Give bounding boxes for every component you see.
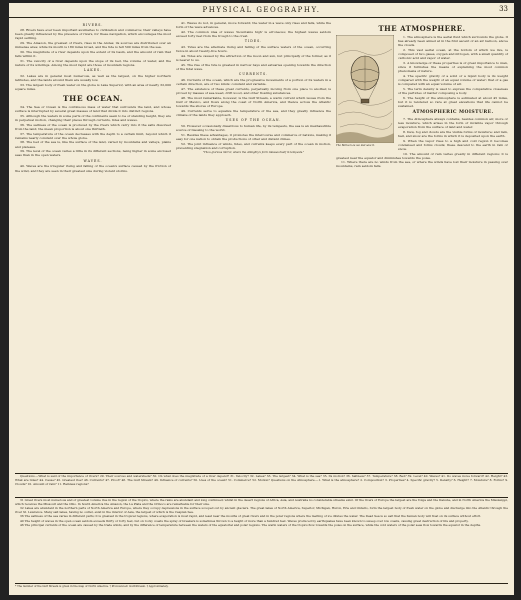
paragraph: 47. The existence of these great currents, perpetually moving from one place to another, is proved by masses of sea-weed, drift wood, and other floating substances. <box>176 86 331 95</box>
paragraph: 9. When the vapor rises to a high and cold region it becomes condensed and forms clouds; these descend to the earth in rain or snow. <box>398 138 508 151</box>
note-paragraph: 46 The principal currents of the ocean are caused by the trade winds, and by the difference of temperature between the waters of the equatorial and polar regions. The warm waters of the tropics flow towards the poles on the surface, while the cold waters of the polar seas flow towards the equator in the depths. <box>20 522 482 527</box>
section-caption-uses: USES OF THE OCEAN. <box>225 118 282 123</box>
paragraph: 42. The common idea of waves 'mountains high' is erroneous; the highest waves seldom exceed forty feet from the trough to the crest. <box>176 29 331 38</box>
paragraph: 52. The joint influence of winds, tides, and currents keeps every part of the ocean in motion, preventing stagnation and corruption. <box>176 141 331 150</box>
paragraph: 43. Tides are the alternate rising and falling of the surface waters of the ocean, occurring twice in about twenty-five hours. <box>176 45 331 54</box>
page-title: PHYSICAL GEOGRAPHY. <box>202 6 321 14</box>
paragraph: 5. The term density is used to express the comparative closeness of the particles of matter composing a body. <box>398 86 508 95</box>
balloon-icon <box>336 35 394 143</box>
paragraph: 1. The atmosphere is the aerial fluid which surrounds the globe. It has already been aimed at in the first ascent of an air balloon, above the clouds. <box>398 35 508 48</box>
paragraph: 39. The level of the ocean varies a little in its different sections, being higher in some enclosed seas than in the open waters. <box>15 149 171 158</box>
questions-block <box>15 475 508 487</box>
paragraph: 7. The Atmosphere always contains, besides common air, more or less moisture, which arises in the form of invisible vapor through evaporation from the surface of land and water. <box>398 116 508 129</box>
section-caption-lakes: LAKES. <box>83 68 103 73</box>
balloon-caption: The Balloon as we last saw it. <box>336 144 375 148</box>
paragraph: 2. This vast aerial ocean, at the bottom of which we live, is composed of two gases, oxygen and nitrogen, with a small quantity of carbonic acid and vapor of water. <box>398 47 508 61</box>
section-caption-currents: CURRENTS. <box>238 72 269 77</box>
heading-atmosphere: THE ATMOSPHERE. <box>378 24 466 33</box>
section-caption-waves: WAVES. <box>83 158 103 163</box>
page <box>9 3 514 595</box>
note-paragraph: 36 The saltness of the sea varies in different parts; it is greatest in the tropical regions, where evaporation is most rapid, and least near the mouths of great rivers and in the polar regions where the melting of ice dilutes the water. The Dead Sea is so salt that the human body will float on its surface without effort. <box>20 514 482 519</box>
paragraph: 48. The most remarkable, however, is the Gulf Stream, a warm current which issues from the Gulf of Mexico, and flows along the coast of North America, and thence across the Atlantic towards the shores of Europe. <box>176 95 331 108</box>
paragraph: 35. Although the waters in some parts of the continents seem to be of standing height, they are in perpetual motion, changing their places through currents, tides and waves. <box>15 113 171 122</box>
paragraph: 41. Waves do not, in general, move forward; the water in a wave only rises and falls, while the form of the wave advances. <box>176 21 331 30</box>
paragraph: 29. The Amazon, the greatest of rivers, rises in the Andes; its sources are distributed over an immense area; while its mouth is 180 miles broad, and the tide is felt 500 miles from the sea. <box>15 40 171 50</box>
paragraph: 51. Besides these advantages, it promotes the intercourse and commerce of nations, making it easy for one nation to obtain the productions of other and distant climes. <box>176 132 331 141</box>
page-header <box>9 3 514 18</box>
paragraph: 50. However occasionally disastrous to human life, by its tempests, the sea is an inexhaustible source of blessing to the world. <box>176 123 331 132</box>
heading-ocean: THE OCEAN. <box>62 93 124 103</box>
paragraph: 32. Lakes are in general most numerous, as well as the largest, on the higher northern latitudes, and the lands around them are usually low. <box>15 73 171 82</box>
paragraph: 45. The rise of the tide is greatest in narrow bays and estuaries opening towards the direction of the tidal wave. <box>176 62 331 71</box>
paragraph: 11. Where there are no winds from the sea, or where the winds have lost their moisture in passing over mountains, rain seldom falls. <box>336 160 508 169</box>
poem-quote: "Thou glorious mirror, where the Almighty's form Glasses itself in tempests." <box>202 150 305 154</box>
column-right <box>336 21 508 169</box>
paragraph: 46. Currents of the ocean, which are the progressive movements of a portion of its waters in a certain direction, are of two kinds: constant and variable. <box>176 77 331 86</box>
paragraph: 34. The Sea or Ocean is the continuous mass of water that surrounds the land, and whose surface is interrupted by several great masses of land that divide it into distinct regions. <box>15 104 171 113</box>
paragraph: 40. Waves are the irregular rising and falling of the ocean's surface caused by the friction of the wind, and they are seen in their greatest size during violent storms. <box>15 164 171 173</box>
paragraph: 37. The temperature of the ocean decreases with the depth to a certain limit, beyond which it remains nearly constant over the whole globe. <box>15 131 171 140</box>
footnote: * The number of the Gulf Stream is given in the map of North America. † Pronounced: Gulf-Stream. ‡ Approximately. <box>15 585 169 588</box>
paragraph: 31. The velocity of a river depends upon the slope of its bed, the volume of water, and the nature of its windings. Among the most rapid are those of mountain regions. <box>15 58 171 67</box>
section-caption-rivers: RIVERS. <box>82 22 104 27</box>
paragraph: 30. The magnitude of a river depends upon the extent of its basin, and the amount of rain that falls within it. <box>15 49 171 58</box>
paragraph: 3. A knowledge of these properties is of great importance to man, since it furnishes the means of explaining the most common phenomena of nature. <box>398 60 508 73</box>
divider <box>15 583 508 584</box>
paragraph: 44. Tides are caused by the attraction of the moon and sun, but principally of the former, as it is nearer to us. <box>176 53 331 62</box>
note-paragraph: 31 Great rivers most numerous and of greatest volume rise in the region of the tropics, where the rains are abundant and long continued; whilst in the desert regions of Africa, Asia, and Australia no considerable streams exist. Of the rivers of Europe the largest are the Volga and the Danube, and in North America the Mississippi, which receives the Missouri and the Ohio. In South America the Amazon, the La Plata and the Orinoco are remarkable for their size. <box>15 498 508 506</box>
notes-block <box>15 499 508 528</box>
page-number: 33 <box>499 5 508 13</box>
paragraph: 6. The height of the atmosphere is estimated at about 45 miles, but it is rendered so rare at great elevations that life cannot be sustained. <box>398 95 508 108</box>
balloon-illustration <box>336 35 394 151</box>
paragraph: 28. Rivers have ever been important auxiliaries to civilization and commerce; their valleys have been greatly influenced by the presence of rivers, for these navigation, which encourages the most rapid settling. <box>15 28 171 41</box>
section-caption-tides: TIDES. <box>244 39 263 44</box>
paragraph: 49. Currents serve to equalize the temperature of the sea, and they greatly influence the climate of the lands they approach. <box>176 108 331 117</box>
paragraph: 8. Dew, fog and clouds are the visible forms of moisture; and rain, hail, and snow are the forms in which it is deposited upon the earth. <box>398 129 508 138</box>
paragraph: 33. The largest body of fresh water on the globe is Lake Superior, with an area of nearly 32,000 square miles. <box>15 82 171 91</box>
note-paragraph: 40 The height of waves in the open ocean seldom exceeds thirty or forty feet, but on rocky coasts the spray of breakers is sometimes thrown to a height of more than a hundred feet. Waves produced by earthquakes have been known to sweep over low coasts, causing great destruction of life and property. <box>20 518 469 523</box>
paragraph: 36. The saltness of the ocean is produced by the rivers which carry into it the salts dissolved from the land; the mean proportion is about one thirtieth. <box>15 122 171 131</box>
column-left <box>15 21 171 173</box>
paragraph: 10. The amount of rain varies greatly in different regions; it is greatest near the equator and diminishes towards the poles. <box>336 151 508 160</box>
paragraph: 38. The bed of the sea is, like the surface of the land, varied by mountains and valleys, plains and plateaus. <box>15 140 171 149</box>
questions-text: Questions.—What is said of the importance of rivers? 29. Their sources and watersheds? 30. On what does the magnitude of a river depend? 31. Velocity? 32. Lakes? 33. The largest? 34. What is the sea? 35. Its motion? 36. Saltness? 37. Temperature? 38. Bed? 39. Level? 40. Waves? 41. Do waves move forward? 42. Height? 43. What are tides? 44. Cause? 45. Greatest rise? 46. Currents? 47. Proof? 48. The Gulf Stream? 49. Influence of currents? 50. Uses of the ocean? 51. Commerce? 52. Motion? Questions on the Atmosphere.—1. What is the atmosphere? 2. Composition? 3. Properties? 4. Specific gravity? 5. Density? 6. Height? 7. Moisture? 8. Forms? 9. Clouds? 10. Amount of rain? 11. Rainless regions? <box>15 474 508 486</box>
column-middle <box>176 21 331 154</box>
paragraph: 4. The specific gravity of a solid or a liquid body is its weight compared with the weight of an equal volume of water; that of a gas is compared with an equal volume of air. <box>398 73 508 86</box>
heading-atmospheric-moisture: ATMOSPHERIC MOISTURE. <box>412 109 494 115</box>
note-paragraph: 32 Lakes are abundant in the northern parts of North America and Europe, where they occupy depressions in the surface scooped out by ancient glaciers. The great lakes of North America, Superior, Michigan, Huron, Erie and Ontario, form the largest body of fresh water on the globe and discharge into the Atlantic through the river St. Lawrence. Many salt lakes, having no outlet, exist in the interior of Asia, the largest of which is the Caspian Sea. <box>15 506 508 514</box>
